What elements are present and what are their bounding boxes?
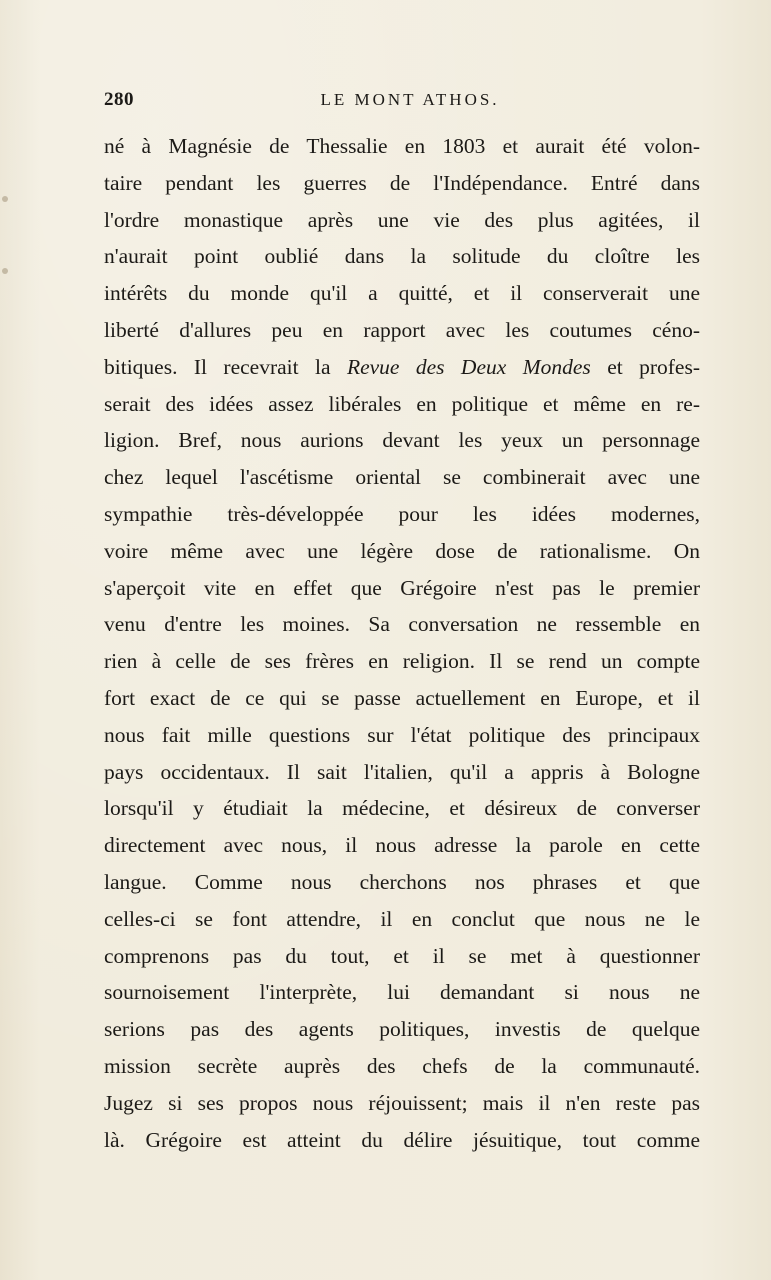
text-line: fort exact de ce qui se passe actuellement en Europe, et il — [104, 685, 700, 710]
text-segment: bitiques. Il recevrait la — [104, 354, 347, 379]
text-line: pays occidentaux. Il sait l'italien, qu'il a appris à Bologne — [104, 759, 700, 784]
text-line: comprenons pas du tout, et il se met à questionner — [104, 943, 700, 968]
text-line: chez lequel l'ascétisme oriental se combinerait avec une — [104, 465, 700, 490]
periodical-title: Revue des Deux Mondes — [346, 354, 591, 379]
text-line: s'aperçoit vite en effet que Grégoire n'est pas le premier — [104, 575, 700, 600]
text-line: venu d'entre les moines. Sa conversation ne ressemble en — [104, 612, 700, 637]
text-line: serions pas des agents politiques, investis de quelque — [104, 1017, 700, 1042]
text-segment: et profes- — [590, 354, 700, 379]
text-line: langue. Comme nous cherchons nos phrases et que — [104, 869, 700, 894]
page-number: 280 — [104, 89, 134, 110]
margin-stain — [2, 196, 8, 202]
text-line: serait des idées assez libérales en politique et même en re- — [104, 391, 700, 416]
text-line: celles-ci se font attendre, il en conclut que nous ne le — [104, 906, 700, 931]
page-header — [104, 89, 700, 113]
text-line: voire même avec une légère dose de rationalisme. On — [104, 538, 700, 563]
text-line: sournoisement l'interprète, lui demandant si nous ne — [104, 980, 700, 1005]
running-title: LE MONT ATHOS. — [320, 90, 500, 109]
text-line-with-title — [104, 349, 700, 386]
text-line: nous fait mille questions sur l'état politique des principaux — [104, 722, 700, 747]
text-line: né à Magnésie de Thessalie en 1803 et aurait été volon- — [104, 134, 700, 158]
text-line: rien à celle de ses frères en religion. Il se rend un compte — [104, 649, 700, 674]
text-line: sympathie très-développée pour les idées modernes, — [104, 501, 700, 526]
text-line: ligion. Bref, nous aurions devant les yeux un personnage — [104, 428, 700, 453]
text-line: taire pendant les guerres de l'Indépendance. Entré dans — [104, 170, 700, 195]
text-line: là. Grégoire est atteint du délire jésuitique, tout comme — [104, 1127, 700, 1152]
text-line: Jugez si ses propos nous réjouissent; mais il n'en reste pas — [104, 1090, 700, 1115]
text-line: liberté d'allures peu en rapport avec les coutumes céno- — [104, 317, 700, 342]
text-line: mission secrète auprès des chefs de la communauté. — [104, 1053, 700, 1078]
text-line: directement avec nous, il nous adresse la parole en cette — [104, 833, 700, 858]
margin-stain — [2, 268, 8, 274]
text-line: l'ordre monastique après une vie des plus agitées, il — [104, 207, 700, 232]
text-line: intérêts du monde qu'il a quitté, et il conserverait une — [104, 281, 700, 306]
body-text — [104, 128, 700, 1158]
text-line: n'aurait point oublié dans la solitude du cloître les — [104, 244, 700, 269]
text-line: lorsqu'il y étudiait la médecine, et désireux de converser — [104, 796, 700, 821]
